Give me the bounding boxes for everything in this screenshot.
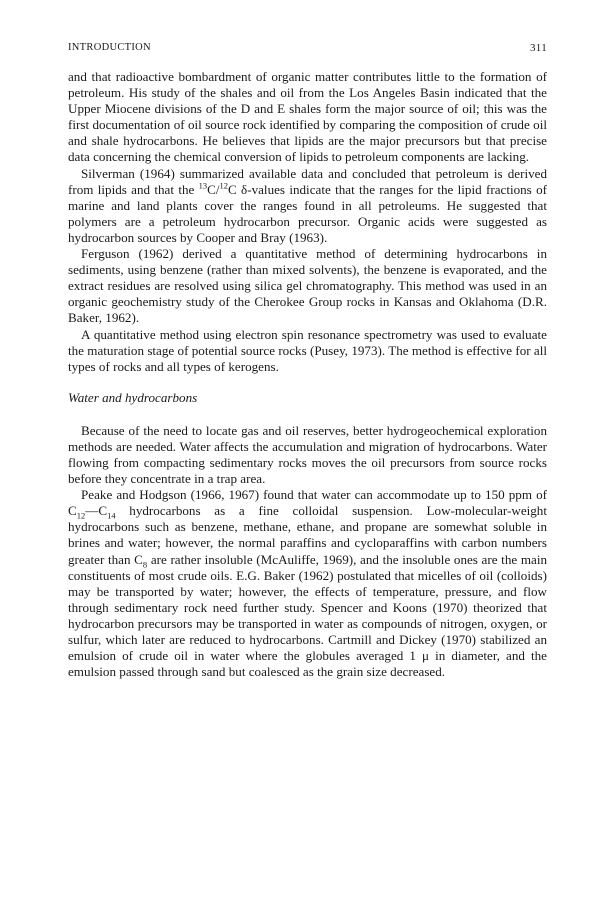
paragraph-3: Ferguson (1962) derived a quantitative method of determining hydrocarbons in sediments, using benzene (rather than mixed solvents), the benzene is evaporated, and the extract residues are resolved using silica gel chromatography. This method was used in an organic geochemistry study of the Cherokee Group rocks in Kansas and Oklahoma (D.R. Baker, 1962). xyxy=(68,246,547,326)
page-number: 311 xyxy=(530,42,547,54)
section-heading: Water and hydrocarbons xyxy=(68,389,198,405)
paragraph-1: and that radioactive bombardment of organic matter contributes little to the formation of petroleum. His study of the shales and oil from the Los Angeles Basin indicated that the Upper Miocene divisions of the D and E shales form the major source of oil; this was the first documentation of oil source rock identified by comparing the composition of crude oil and shale hydrocarbons. He believes that lipids are the major precursors but that precise data concerning the chemical conversion of lipids to petroleum components are lacking. xyxy=(68,69,547,165)
page xyxy=(68,42,547,680)
running-header xyxy=(68,42,547,54)
paragraph-2: Silverman (1964) summarized available data and concluded that petroleum is derived from lipids and that the $^{13}$C/$^{12}$C δ-values indicate that the ranges for the lipid fractions of marine and land plants cover the ranges found in all petroleums. He suggested that polymers are a petroleum hydrocarbon precursor. Organic acids were suggested as hydrocarbon sources by Cooper and Bray (1963). xyxy=(68,165,547,245)
paragraph-6: Peake and Hodgson (1966, 1967) found that water can accommodate up to 150 ppm of $C_{12}—C_{14}$ hydrocarbons as a fine colloidal suspension. Low-molecular-weight hydrocarbons such as benzene, methane, ethane, and propane are somewhat soluble in brines and water; however, the normal paraffins and cycloparaffins with carbon numbers greater than $C_8$ are rather insoluble (McAuliffe, 1969), and the insoluble ones are the main constituents of most crude oils. E.G. Baker (1962) postulated that micelles of oil (colloids) may be transported by water; however, the effects of temperature, pressure, and flow through sedimentary rock need further study. Spencer and Koons (1970) theorized that hydrocarbon precursors may be transported in water as compounds of nitrogen, oxygen, or sulfur, which later are reduced to hydrocarbons. Cartmill and Dickey (1970) stabilized an emulsion of crude oil in water where the globules averaged 1 μ in diameter, and the emulsion passed through sand but coalesced as the grain size decreased. xyxy=(68,487,548,680)
running-title: INTRODUCTION xyxy=(68,42,151,53)
paragraph-4: A quantitative method using electron spin resonance spectrometry was used to evaluate the maturation stage of potential source rocks (Pusey, 1973). The method is effective for all types of rocks and all types of kerogens. xyxy=(68,326,547,374)
paragraph-5: Because of the need to locate gas and oil reserves, better hydrogeochemical exploration methods are needed. Water affects the accumulation and migration of hydrocarbons. Water flowing from compacting sedimentary rocks moves the oil precursors from source rocks before they concentrate in a trap area. xyxy=(68,422,547,487)
